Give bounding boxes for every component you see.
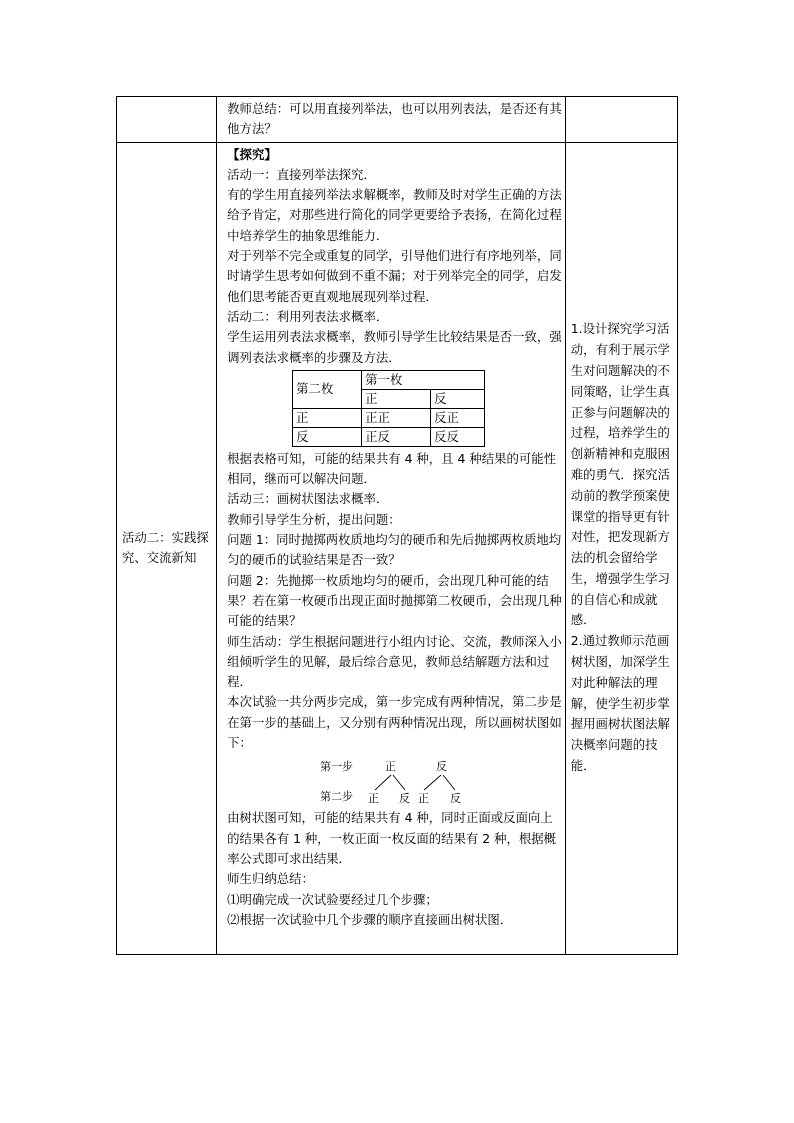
tree-step1-label: 第一步 [320, 760, 354, 774]
paragraph: 活动二：利用列表法求概率． [227, 308, 389, 324]
paragraph: 有的学生用直接列举法求解概率，教师及时对学生正确的方法给予肯定，对那些进行简化的同学更要给予表扬，在简化过程中培养学生的抽象思维能力． [227, 187, 562, 243]
paragraph: 对于列举不完全或重复的同学，引导他们进行有序地列举，同时请学生思考如何做到不重不漏；对于列举完全的同学，启发他们思考能否更直观地展现列举过程． [227, 248, 562, 304]
outcome-table-corner: 第二枚 [293, 370, 362, 408]
outcome-table-cell: 正正 [362, 408, 431, 427]
paragraph: 本次试验一共分两步完成，第一步完成有两种情况，第二步是在第一步的基础上，又分别有两种情况出现，所以画树状图如下： [227, 694, 562, 751]
tree-level2-node: 反 [450, 792, 462, 806]
paragraph: 问题 1：同时抛掷两枚质地均匀的硬币和先后抛掷两枚质地均匀的硬币的试验结果是否一致？ [227, 532, 562, 568]
teacher-summary-cell [217, 97, 566, 143]
paragraph: 教师引导学生分析，提出问题： [227, 511, 401, 527]
paragraph: 学生运用列表法求概率，教师引导学生比较结果是否一致，强调列表法求概率的步骤及方法． [227, 329, 562, 365]
outcome-table-row [293, 427, 485, 446]
table-row-summary [117, 97, 678, 143]
tree-branch [424, 775, 441, 790]
paragraph: 活动三：画树状图法求概率． [227, 491, 389, 507]
outcome-table-row [293, 408, 485, 427]
section-heading: 【探究】 [227, 146, 277, 162]
design-intent-text: 1.设计探究学习活动，有利于展示学生对问题解决的不同策略，让学生真正参与问题解决的过程，培养学生的创新精神和克服困难的勇气．探究活动前的教学预案使课堂的指导更有针对性，把发现新方法的机会留给学生，增强学生学习的自信心和成就感． [570, 321, 670, 628]
paragraph: 活动一：直接列举法探究． [227, 166, 376, 182]
tree-level1-node: 反 [436, 760, 448, 774]
paragraph: 问题 2：先抛掷一枚质地均匀的硬币，会出现几种可能的结果？若在第一枚硬币出现正面时抛掷第二枚硬币，会出现几种可能的结果？ [227, 572, 562, 629]
teacher-summary-text: 教师总结：可以用直接列举法，也可以用列表法，是否还有其他方法？ [227, 101, 562, 137]
activity-name-cell [117, 142, 217, 954]
paragraph: 师生活动：学生根据问题进行小组内讨论、交流，教师深入小组倾听学生的见解，最后综合意见，教师总结解题方法和过程． [227, 633, 562, 690]
activity-content-cell [217, 142, 566, 954]
lesson-plan-table [116, 96, 678, 955]
outcome-table-first-coin: 第一枚 [362, 370, 485, 389]
summary-point: ⑴明确完成一次试验要经过几个步骤； [227, 891, 438, 907]
summary-point: ⑵根据一次试验中几个步骤的顺序直接画出树状图． [227, 911, 513, 927]
tree-branch [443, 775, 455, 790]
design-intent-text: 2.通过教师示范画树状图，加深学生对此种解法的理解，使学生初步掌握用画树状图法解决概率问题的技能． [570, 633, 670, 774]
design-intent-cell [565, 142, 677, 954]
tree-branch [393, 775, 405, 790]
outcome-table-cell: 正反 [362, 427, 431, 446]
outcome-table-row-head: 反 [293, 427, 362, 446]
tree-step2-label: 第二步 [320, 790, 354, 804]
table-row-activity-two [117, 142, 678, 954]
outcome-table-cell: 反反 [431, 427, 485, 446]
tree-level2-node: 正 [368, 792, 380, 806]
tree-level1-node: 正 [385, 760, 397, 774]
outcome-table-row-head: 正 [293, 408, 362, 427]
tree-branch [375, 775, 391, 790]
outcome-table-col-head: 正 [362, 389, 431, 408]
activity-name: 活动二：实践探究、交流新知 [122, 529, 209, 566]
tree-level2-node: 反 [399, 792, 411, 806]
outcome-table-cell: 反正 [431, 408, 485, 427]
paragraph: 师生归纳总结： [227, 871, 314, 887]
paragraph: 根据表格可知，可能的结果共有 4 种，且 4 种结果的可能性相同，继而可以解决问题． [227, 450, 557, 487]
activity-cell-empty [117, 97, 217, 143]
intent-cell-empty [565, 97, 677, 143]
outcome-table-col-head: 反 [431, 389, 485, 408]
paragraph: 由树状图可知，可能的结果共有 4 种，同时正面或反面向上的结果各有 1 种，一枚正面一枚反面的结果有 2 种，根据概率公式即可求出结果． [227, 810, 557, 866]
coin-outcome-table [292, 370, 485, 447]
outcome-table-header-row [293, 370, 485, 389]
tree-diagram [227, 756, 562, 806]
tree-level2-node: 正 [418, 792, 430, 806]
